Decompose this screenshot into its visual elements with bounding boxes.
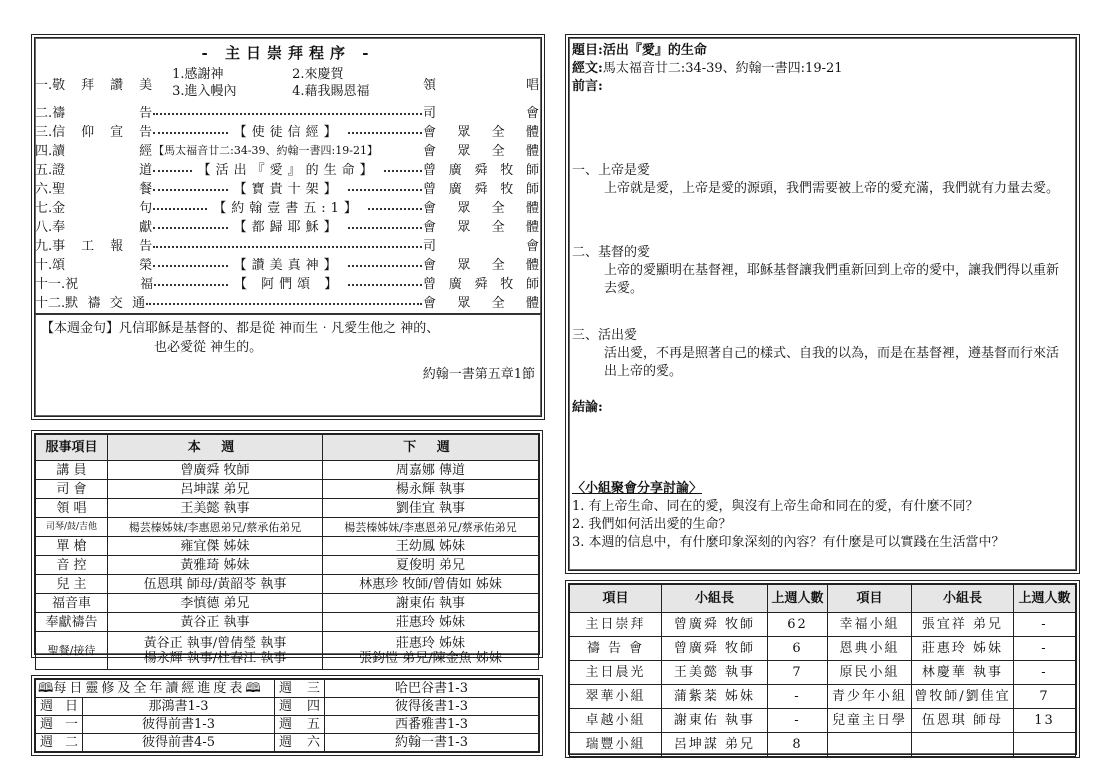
row-detail bbox=[152, 142, 423, 158]
row-item: 事工報告 bbox=[52, 239, 153, 254]
row-number: 十. bbox=[35, 258, 53, 273]
dotted-leader bbox=[384, 170, 422, 172]
reading-book: 約翰一書1-3 bbox=[325, 734, 539, 752]
group-cell: 7 bbox=[1014, 685, 1076, 709]
dotted-leader bbox=[153, 208, 207, 210]
program-row bbox=[35, 235, 541, 254]
dotted-leader bbox=[153, 113, 422, 115]
service-item: 講 員 bbox=[36, 461, 108, 480]
group-cell: 62 bbox=[768, 613, 828, 637]
service-item: 福音車 bbox=[36, 594, 108, 613]
table-row bbox=[570, 685, 1076, 709]
point-body: 活出愛，不再是照著自己的樣式、自我的以為，而是在基督裡，遵基督而行來活出上帝的愛。 bbox=[604, 346, 1060, 379]
dotted-leader bbox=[153, 132, 227, 134]
row-detail-text: 【都歸耶穌】 bbox=[233, 220, 342, 235]
day-label: 週 六 bbox=[275, 734, 325, 752]
group-cell: - bbox=[768, 685, 828, 709]
verse-reference: 約翰一書第五章1節 bbox=[422, 367, 535, 382]
table-row bbox=[36, 461, 539, 480]
group-cell: 瑞豐小組 bbox=[570, 733, 662, 757]
roster-cell: 謝東佑 執事 bbox=[323, 594, 539, 613]
group-cell: 謝東佑 執事 bbox=[662, 709, 768, 733]
song-list bbox=[152, 66, 423, 100]
group-cell bbox=[912, 733, 1014, 757]
row-item: 證道 bbox=[52, 163, 153, 178]
group-cell: 翠華小組 bbox=[570, 685, 662, 709]
dotted-leader bbox=[153, 246, 422, 248]
reading-book: 那鴻書1-3 bbox=[83, 698, 275, 716]
roster-cell: 林惠珍 牧師/曾倩如 姊妹 bbox=[323, 575, 539, 594]
worship-program bbox=[31, 34, 545, 420]
group-cell: 6 bbox=[768, 637, 828, 661]
row-number: 八. bbox=[35, 220, 53, 235]
table-row bbox=[570, 637, 1076, 661]
col-header: 項目 bbox=[570, 585, 662, 613]
roster-cell: 楊芸榛姊妹/李惠恩弟兄/蔡承佑弟兄 bbox=[323, 518, 539, 537]
row-detail-text: 【使徒信經】 bbox=[233, 125, 342, 140]
roster-line: 張鈞愷 弟兄/陳金魚 姊妹 bbox=[359, 650, 502, 666]
row-number: 七. bbox=[35, 201, 53, 216]
row-role: 領唱 bbox=[423, 77, 539, 93]
row-detail bbox=[152, 159, 423, 178]
program-row bbox=[35, 159, 541, 178]
roster-line: 莊惠玲 姊妹 bbox=[395, 635, 466, 651]
row-role: 曾廣舜牧師 bbox=[423, 182, 539, 197]
row-role: 曾廣舜牧師 bbox=[423, 277, 539, 292]
service-item: 音 控 bbox=[36, 556, 108, 575]
service-item: 單 槍 bbox=[36, 537, 108, 556]
service-item: 聖餐/接待 bbox=[36, 632, 108, 670]
roster-cell: 李慎德 弟兄 bbox=[108, 594, 323, 613]
dotted-leader bbox=[348, 189, 422, 191]
col-header: 下 週 bbox=[323, 435, 539, 461]
roster-cell bbox=[323, 632, 539, 670]
program-title: - 主日崇拜程序 - bbox=[201, 44, 375, 62]
golden-verse bbox=[35, 313, 541, 384]
dotted-leader bbox=[154, 284, 228, 286]
row-role: 會眾全體 bbox=[423, 258, 539, 273]
table-row bbox=[570, 613, 1076, 637]
title-label: 題目: bbox=[572, 43, 603, 58]
day-label: 週 五 bbox=[275, 716, 325, 734]
row-number: 二. bbox=[35, 106, 53, 121]
group-cell: 莊惠玲 姊妹 bbox=[912, 637, 1014, 661]
group-cell: - bbox=[768, 709, 828, 733]
table-row bbox=[36, 594, 539, 613]
roster-cell: 王幼鳳 姊妹 bbox=[323, 537, 539, 556]
table-row bbox=[36, 537, 539, 556]
service-item: 奉獻禱告 bbox=[36, 613, 108, 632]
row-role: 會眾全體 bbox=[423, 220, 539, 235]
roster-cell bbox=[108, 632, 323, 670]
row-item: 聖餐 bbox=[52, 182, 153, 197]
group-cell: - bbox=[1014, 637, 1076, 661]
table-row bbox=[36, 480, 539, 499]
row-number: 十一. bbox=[35, 277, 66, 292]
dotted-leader bbox=[348, 284, 422, 286]
group-cell: 主日崇拜 bbox=[570, 613, 662, 637]
col-header: 小組長 bbox=[912, 585, 1014, 613]
group-cell: 幸福小組 bbox=[828, 613, 912, 637]
sermon-point bbox=[572, 162, 1070, 198]
program-row bbox=[35, 178, 541, 197]
row-detail bbox=[152, 254, 423, 273]
discussion-title: 〈小組聚會分享討論〉 bbox=[572, 481, 703, 496]
table-row bbox=[570, 733, 1076, 757]
program-row bbox=[35, 254, 541, 273]
col-header: 上週人數 bbox=[1014, 585, 1076, 613]
group-cell: 蒲紫棻 姊妹 bbox=[662, 685, 768, 709]
row-number: 四. bbox=[35, 144, 53, 159]
program-row bbox=[35, 140, 541, 159]
row-item: 頌榮 bbox=[52, 258, 153, 273]
row-detail-text: 【馬太福音廿二:34-39、約翰一書四:19-21】 bbox=[153, 143, 378, 157]
dotted-leader bbox=[153, 227, 227, 229]
verse-label: 【本週金句】 bbox=[41, 321, 120, 336]
day-label: 週 四 bbox=[275, 698, 325, 716]
table-row bbox=[570, 661, 1076, 685]
program-row bbox=[35, 121, 541, 140]
row-item: 奉獻 bbox=[52, 220, 153, 235]
open-book-icon: 🕮 bbox=[38, 681, 54, 696]
roster-cell: 莊惠玲 姊妹 bbox=[323, 613, 539, 632]
group-cell: - bbox=[1014, 613, 1076, 637]
scripture-label: 經文: bbox=[572, 61, 603, 76]
row-detail bbox=[152, 178, 423, 197]
service-item: 兒 主 bbox=[36, 575, 108, 594]
dotted-leader bbox=[348, 132, 422, 134]
col-header: 上週人數 bbox=[768, 585, 828, 613]
table-row bbox=[570, 709, 1076, 733]
small-groups-table bbox=[565, 580, 1080, 758]
group-cell: 王美懿 執事 bbox=[662, 661, 768, 685]
roster-cell: 劉佳宜 執事 bbox=[323, 499, 539, 518]
point-body: 上帝就是愛，上帝是愛的源頭，我們需要被上帝的愛充滿，我們就有力量去愛。 bbox=[604, 181, 1060, 196]
roster-cell: 王美懿 執事 bbox=[108, 499, 323, 518]
group-cell: 7 bbox=[768, 661, 828, 685]
service-item: 司 會 bbox=[36, 480, 108, 499]
group-cell: 恩典小組 bbox=[828, 637, 912, 661]
point-heading: 三、活出愛 bbox=[572, 328, 638, 343]
reading-book: 西番雅書1-3 bbox=[325, 716, 539, 734]
sermon-header bbox=[572, 42, 1070, 96]
roster-cell: 周嘉娜 傳道 bbox=[323, 461, 539, 480]
dotted-leader bbox=[153, 189, 227, 191]
song: 2.來慶賀 bbox=[292, 67, 344, 82]
group-cell: 原民小組 bbox=[828, 661, 912, 685]
col-header: 服事項目 bbox=[36, 435, 108, 461]
intro-label: 前言: bbox=[572, 79, 603, 94]
row-item: 禱告 bbox=[52, 106, 153, 121]
group-cell: 主日晨光 bbox=[570, 661, 662, 685]
program-row bbox=[35, 292, 541, 311]
roster-line: 楊永輝 執事/杜春江 執事 bbox=[143, 650, 287, 666]
open-book-icon: 🕮 bbox=[245, 681, 261, 696]
group-cell: 曾廣舜 牧師 bbox=[662, 613, 768, 637]
program-row bbox=[35, 273, 541, 292]
row-detail bbox=[152, 197, 423, 216]
roster-cell: 楊芸榛姊妹/李惠恩弟兄/蔡承佑弟兄 bbox=[108, 518, 323, 537]
dotted-leader bbox=[153, 170, 191, 172]
group-cell: - bbox=[1014, 661, 1076, 685]
row-role: 會眾全體 bbox=[423, 125, 539, 140]
program-row bbox=[35, 216, 541, 235]
row-role: 司會 bbox=[423, 239, 539, 254]
row-number: 十二. bbox=[35, 296, 66, 311]
dotted-leader bbox=[368, 208, 422, 210]
discussion-question: 2. 我們如何活出愛的生命？ bbox=[572, 517, 732, 532]
group-cell: 呂坤謀 弟兄 bbox=[662, 733, 768, 757]
program-row bbox=[35, 102, 541, 121]
reading-book: 彼得前書4-5 bbox=[83, 734, 275, 752]
dotted-leader bbox=[348, 227, 422, 229]
group-cell: 伍恩琪 師母 bbox=[912, 709, 1014, 733]
table-row bbox=[36, 575, 539, 594]
sermon-title: 活出『愛』的生命 bbox=[602, 43, 707, 58]
program-row bbox=[35, 197, 541, 216]
song: 4.藉我賜恩福 bbox=[292, 84, 370, 99]
sermon-point bbox=[572, 327, 1070, 381]
day-label: 週 一 bbox=[36, 716, 83, 734]
row-detail bbox=[145, 299, 423, 305]
row-detail-text: 【讚美真神】 bbox=[233, 258, 342, 273]
dotted-leader bbox=[348, 265, 422, 267]
point-heading: 一、上帝是愛 bbox=[572, 163, 651, 178]
day-label: 週 三 bbox=[275, 680, 325, 698]
row-item: 默禱交通 bbox=[65, 296, 146, 311]
day-label: 週 二 bbox=[36, 734, 83, 752]
roster-cell: 黃雅琦 姊妹 bbox=[108, 556, 323, 575]
col-header: 項目 bbox=[828, 585, 912, 613]
group-cell: 8 bbox=[768, 733, 828, 757]
reading-title bbox=[36, 680, 275, 698]
dotted-leader bbox=[146, 303, 422, 305]
sermon-scripture: 馬太福音廿二:34-39、約翰一書四:19-21 bbox=[602, 61, 843, 76]
group-cell: 青少年小組 bbox=[828, 685, 912, 709]
reading-book: 彼得前書1-3 bbox=[83, 716, 275, 734]
roster-cell: 雍宜傑 姊妹 bbox=[108, 537, 323, 556]
row-detail bbox=[152, 242, 423, 248]
table-row bbox=[36, 613, 539, 632]
roster-cell: 黃谷正 執事 bbox=[108, 613, 323, 632]
col-header: 本 週 bbox=[108, 435, 323, 461]
service-roster bbox=[31, 430, 543, 666]
row-detail-text: 【 阿們頌 】 bbox=[233, 277, 343, 292]
group-cell: 禱 告 會 bbox=[570, 637, 662, 661]
table-row bbox=[36, 556, 539, 575]
table-row bbox=[36, 632, 539, 670]
discussion-question: 3. 本週的信息中，有什麼印象深刻的內容？有什麼是可以實踐在生活當中？ bbox=[572, 535, 1005, 550]
table-row bbox=[36, 499, 539, 518]
row-detail bbox=[152, 121, 423, 140]
group-cell: 卓越小組 bbox=[570, 709, 662, 733]
group-cell bbox=[828, 733, 912, 757]
row-number: 一. bbox=[35, 77, 53, 93]
discussion-question: 1. 有上帝生命、同在的愛，與沒有上帝生命和同在的愛，有什麼不同？ bbox=[572, 499, 979, 514]
sermon-point bbox=[572, 244, 1070, 298]
group-cell: 曾廣舜 牧師 bbox=[662, 637, 768, 661]
row-detail bbox=[153, 273, 423, 292]
point-body: 上帝的愛顯明在基督裡，耶穌基督讓我們重新回到上帝的愛中，讓我們得以重新去愛。 bbox=[604, 263, 1060, 296]
song: 3.進入幔內 bbox=[172, 84, 237, 99]
reading-book: 哈巴谷書1-3 bbox=[325, 680, 539, 698]
verse-text: 凡信耶穌是基督的、都是從 神而生‧凡愛生他之 神的、 bbox=[119, 321, 440, 336]
group-cell bbox=[1014, 733, 1076, 757]
row-detail-text: 【約翰壹書五:1】 bbox=[213, 201, 362, 216]
row-number: 九. bbox=[35, 239, 53, 254]
point-heading: 二、基督的愛 bbox=[572, 245, 651, 260]
song: 1.感謝神 bbox=[172, 67, 224, 82]
verse-text: 也必愛從 神生的。 bbox=[154, 340, 263, 355]
conclusion-label: 結論: bbox=[572, 400, 603, 415]
row-role: 曾廣舜牧師 bbox=[423, 163, 539, 178]
group-cell: 張宜祥 弟兄 bbox=[912, 613, 1014, 637]
roster-cell: 夏俊明 弟兄 bbox=[323, 556, 539, 575]
service-item: 領 唱 bbox=[36, 499, 108, 518]
bible-reading-schedule bbox=[31, 675, 543, 756]
row-item: 敬拜讚美 bbox=[52, 77, 153, 93]
service-item: 司琴/鼓/吉他 bbox=[36, 518, 108, 537]
row-number: 六. bbox=[35, 182, 53, 197]
row-detail-text: 【活出『愛』的生命】 bbox=[197, 163, 378, 178]
table-row bbox=[36, 518, 539, 537]
row-number: 五. bbox=[35, 163, 53, 178]
roster-cell: 伍恩琪 師母/黃韶苓 執事 bbox=[108, 575, 323, 594]
row-item: 祝福 bbox=[65, 277, 154, 292]
group-cell: 曾牧師/劉佳宜 bbox=[912, 685, 1014, 709]
roster-cell: 呂坤謀 弟兄 bbox=[108, 480, 323, 499]
row-number: 三. bbox=[35, 125, 53, 140]
row-detail bbox=[152, 109, 423, 115]
group-cell: 13 bbox=[1014, 709, 1076, 733]
row-role: 會眾全體 bbox=[423, 144, 539, 159]
group-cell: 林慶華 執事 bbox=[912, 661, 1014, 685]
roster-cell: 楊永輝 執事 bbox=[323, 480, 539, 499]
row-role: 會眾全體 bbox=[423, 296, 539, 311]
row-item: 信仰宣告 bbox=[52, 125, 153, 140]
roster-cell: 曾廣舜 牧師 bbox=[108, 461, 323, 480]
row-item: 讀經 bbox=[52, 144, 153, 159]
program-row bbox=[35, 64, 541, 102]
row-item: 金句 bbox=[52, 201, 153, 216]
dotted-leader bbox=[153, 265, 227, 267]
day-label: 週 日 bbox=[36, 698, 83, 716]
row-detail bbox=[152, 216, 423, 235]
reading-book: 彼得後書1-3 bbox=[325, 698, 539, 716]
row-role: 司會 bbox=[423, 106, 539, 121]
col-header: 小組長 bbox=[662, 585, 768, 613]
row-detail-text: 【寶貴十架】 bbox=[233, 182, 342, 197]
reading-title-text: 每日靈修及全年讀經進度表 bbox=[53, 681, 246, 696]
row-role: 會眾全體 bbox=[423, 201, 539, 216]
discussion bbox=[572, 480, 1070, 552]
roster-line: 黃谷正 執事/曾倩瑩 執事 bbox=[143, 635, 287, 651]
group-cell: 兒童主日學 bbox=[828, 709, 912, 733]
sermon-outline bbox=[565, 34, 1080, 574]
